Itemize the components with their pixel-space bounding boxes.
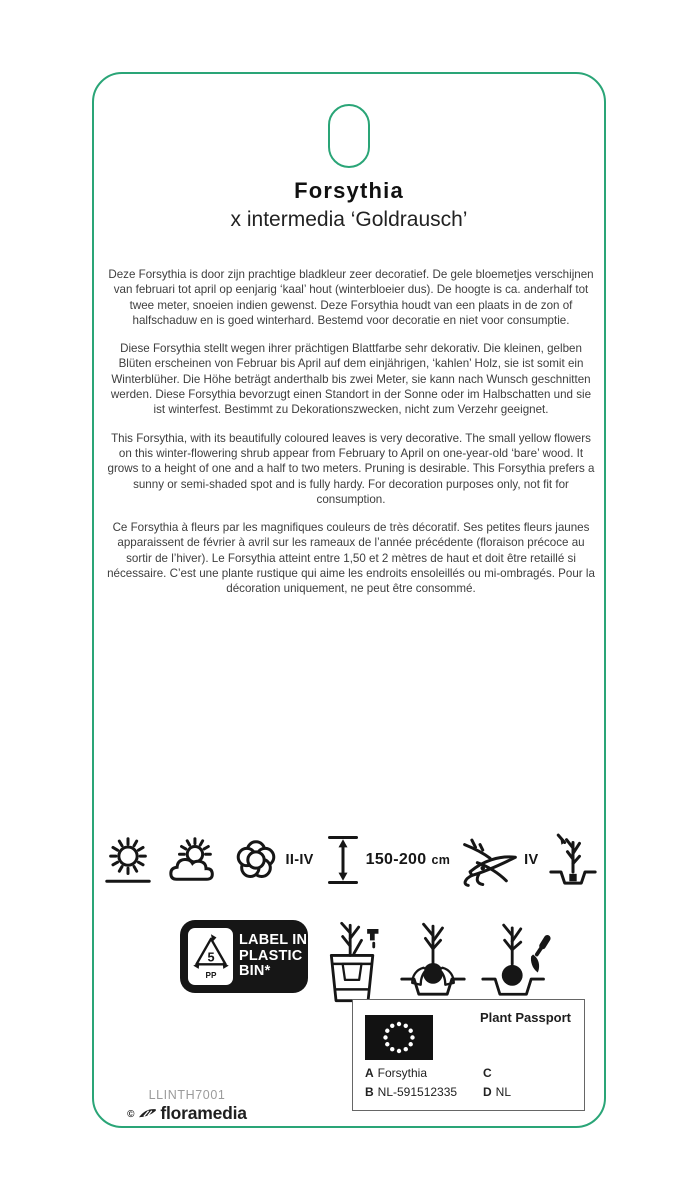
description-french: Ce Forsythia à fleurs par les magnifiques couleurs de très décoratif. Ses petites fleurs jaunes apparaissent de février à avril sur les rameaux de l’année précédente (floraison précoce au sortir de l’hiver). Le Forsythia atteint entre 1,50 et 2 mètres de haut et doit être retaillé si nécessaire. C’est une plante rustique qui aime les endroits ensoleillés ou mi-ombragés. Pour la décoration uniquement, ne peut être consommé. — [107, 521, 595, 596]
title-block — [94, 178, 604, 232]
passport-key-c: C — [483, 1066, 492, 1080]
flowering-period-label: II-IV — [285, 852, 314, 868]
floramedia-logo — [102, 1103, 272, 1124]
passport-field-b — [365, 1085, 483, 1099]
footer — [102, 1088, 272, 1124]
height-group — [325, 832, 451, 888]
trowel-planting-icon — [480, 920, 552, 1006]
passport-key-b: B — [365, 1085, 374, 1099]
pruning-period-label: IV — [524, 852, 539, 868]
recycling-pp-icon — [191, 931, 231, 983]
recycle-material: PP — [205, 970, 216, 980]
badge-line-2: PLASTIC — [239, 947, 303, 964]
passport-fields — [365, 1066, 573, 1099]
passport-key-d: D — [483, 1085, 492, 1099]
description-dutch: Deze Forsythia is door zijn prachtige bladkleur zeer decoratief. De gele bloemetjes verschijnen van februari tot april op eenjarig ‘kaal’ hout (winterbloeier dus). De hoogte is ca. anderhalf tot twee meter, snoeien indien gewenst. Deze Forsythia houdt van een plaats in de zon of halfschaduw en is goed winterhard. Bestemd voor decoratie en niet voor consumptie. — [108, 268, 594, 327]
height-unit-label: cm — [431, 853, 451, 867]
eu-flag-icon — [365, 1015, 433, 1060]
height-gauge-icon — [325, 832, 361, 888]
full-sun-icon — [101, 833, 155, 887]
leaf-icon — [137, 1106, 157, 1122]
flowering-period-group — [231, 835, 314, 885]
passport-title: Plant Passport — [479, 1010, 571, 1025]
passport-field-c — [483, 1066, 573, 1080]
recycle-number: 5 — [206, 949, 215, 965]
plastic-bin-text — [239, 933, 307, 980]
passport-value-d: NL — [495, 1085, 512, 1099]
care-step-icons — [320, 912, 552, 1006]
copyright-symbol: © — [127, 1109, 135, 1120]
plant-name-title: Forsythia — [294, 178, 404, 203]
passport-key-a: A — [365, 1066, 374, 1080]
badge-line-1: LABEL IN — [239, 932, 308, 949]
pruning-shears-icon — [461, 833, 519, 887]
badge-line-3: BIN* — [239, 963, 271, 980]
plant-cultivar-subtitle: x intermedia ‘Goldrausch’ — [230, 208, 468, 231]
pruning-group — [461, 833, 538, 887]
passport-value-b: NL-591512335 — [377, 1085, 458, 1099]
planting-icon — [549, 833, 597, 887]
passport-value-a: Forsythia — [377, 1066, 428, 1080]
partial-shade-icon — [166, 833, 220, 887]
rootball-planting-icon — [398, 920, 468, 1006]
hang-hole — [328, 104, 370, 168]
label-code: LLINTH7001 — [148, 1088, 226, 1102]
brand-name: floramedia — [160, 1103, 247, 1123]
description-english: This Forsythia, with its beautifully coloured leaves is very decorative. The small yellow flowers on this winter-flowering shrub appear from February to April on one-year-old ‘bare’ wood. It grows to a height of one and a half to two meters. Pruning is desirable. This Forsythia prefers a sunny or semi-shaded spot and is fully hardy. For decoration purposes only, not fit for consumption. — [107, 431, 595, 506]
passport-field-a — [365, 1066, 483, 1080]
pictogram-row — [94, 832, 604, 888]
plant-label-card — [92, 72, 606, 1128]
flower-icon — [231, 835, 281, 885]
passport-field-d — [483, 1085, 573, 1099]
height-range-label: 150-200 — [365, 851, 427, 868]
description-block — [106, 267, 596, 610]
plant-passport-box — [352, 999, 585, 1111]
soak-in-bucket-icon — [320, 918, 386, 1006]
recycle-symbol-box — [188, 928, 233, 985]
plastic-bin-badge — [180, 920, 308, 993]
description-german: Diese Forsythia stellt wegen ihrer prächtigen Blattfarbe sehr dekorativ. Die kleinen, gelben Blüten erscheinen von Februar bis April auf dem einjährigen, ‘kahlen’ Holz, sie ist somit ein Winterblüher. Die Höhe beträgt anderthalb bis zwei Meter, sie kann nach Wunsch geschnitten werden. Diese Forsythia bevorzugt einen Standort in der Sonne oder im Halbschatten und sie ist winterfest. Bestimmt zu Dekorationszwecken, nicht zum Verzehr geeignet. — [110, 342, 592, 417]
